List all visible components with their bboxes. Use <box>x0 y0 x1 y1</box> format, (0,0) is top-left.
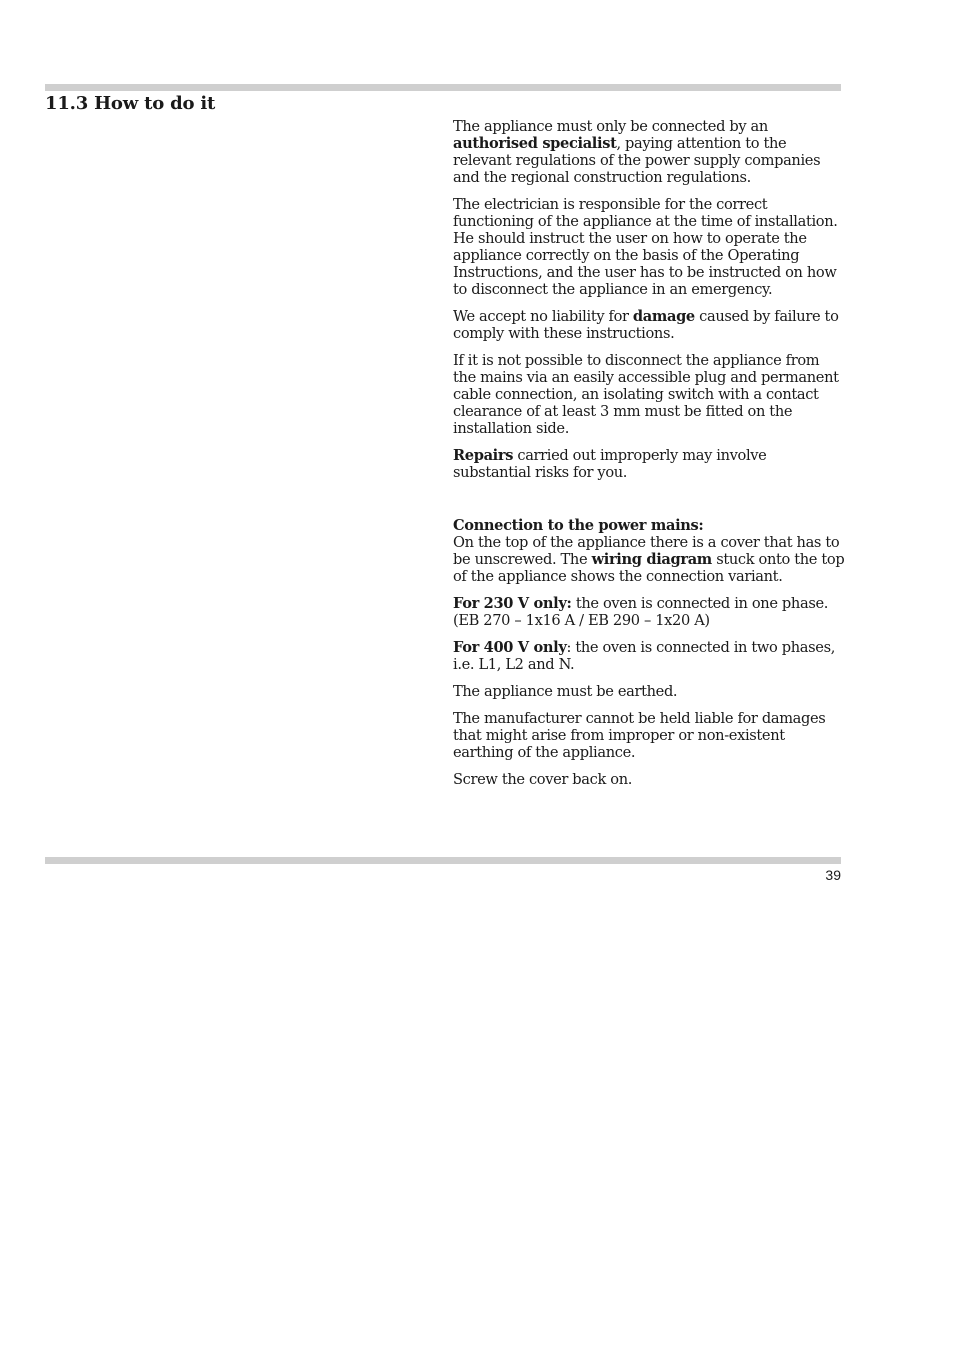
top-divider <box>45 84 841 91</box>
paragraph-isolating-switch: If it is not possible to disconnect the appliance from the mains via an easily accessible plug and permanent cable connection, an isolating switch with a contact clearance of at least 3 mm must be fitted on the installation side. <box>453 352 839 437</box>
bottom-divider <box>45 857 841 864</box>
paragraph-screw-cover: Screw the cover back on. <box>453 771 633 788</box>
paragraph-earthed: The appliance must be earthed. <box>453 683 678 700</box>
paragraph-liability: We accept no liability for damage caused by failure to comply with these instructions. <box>453 308 839 342</box>
paragraph-manufacturer-liability: The manufacturer cannot be held liable for damages that might arise from improper or non-existent earthing of the appliance. <box>453 710 826 761</box>
installation-text-column <box>453 118 845 798</box>
paragraph-230v: For 230 V only: the oven is connected in one phase. (EB 270 – 1x16 A / EB 290 – 1x20 A) <box>453 595 829 629</box>
page-number: 39 <box>825 867 841 883</box>
connection-heading: Connection to the power mains: <box>453 517 704 534</box>
section-title: 11.3 How to do it <box>45 93 216 114</box>
paragraph-repairs: Repairs carried out improperly may involve substantial risks for you. <box>453 447 767 481</box>
paragraph-electrician: The electrician is responsible for the correct functioning of the appliance at the time of installation. He should instruct the user on how to operate the appliance correctly on the basis of the Operating Instructions, and the user has to be instructed on how to disconnect the appliance in an emergency. <box>453 196 838 298</box>
paragraph-connection: Connection to the power mains: On the top of the appliance there is a cover that has to be unscrewed. The wiring diagram stuck onto the top of the appliance shows the connection variant. <box>453 517 845 585</box>
paragraph-400v: For 400 V only: the oven is connected in two phases, i.e. L1, L2 and N. <box>453 639 836 673</box>
paragraph-authorised-specialist: The appliance must only be connected by an authorised specialist, paying attention to the relevant regulations of the power supply companies and the regional construction regulations. <box>453 118 821 186</box>
